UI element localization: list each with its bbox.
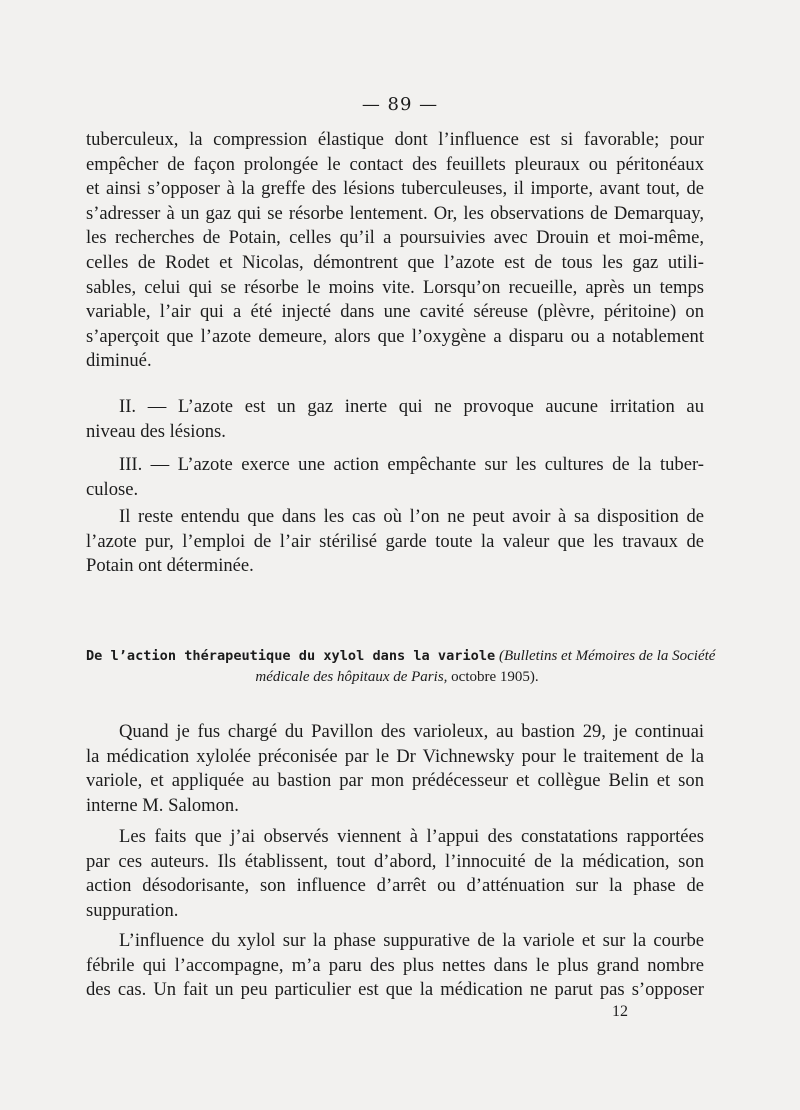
text-line: III. — L’azote exerce une action empêchante sur les cultures de la tuber- xyxy=(119,454,704,475)
text-line: interne M. Salomon. xyxy=(86,794,239,816)
citation-journal: (Bulletins et Mémoires de la Société xyxy=(498,648,716,664)
text-line: L’influence du xylol sur la phase suppurative de la variole et sur la courbe xyxy=(119,930,704,951)
text-line: niveau des lésions. xyxy=(86,420,226,442)
paragraph-one xyxy=(86,720,704,818)
article-title: De l’action thérapeutique du xylol dans la variole xyxy=(86,648,496,664)
text-line: Il reste entendu que dans les cas où l’on ne peut avoir à sa disposition de xyxy=(119,506,704,527)
text-line: s’adresser à un gaz qui se résorbe lentement. Or, les observations de Demarquay, xyxy=(86,202,704,224)
text-line: les recherches de Potain, celles qu’il a poursuivies avec Drouin et moi-même, xyxy=(86,227,704,249)
paragraph-three xyxy=(86,929,704,1003)
text-line: Quand je fus chargé du Pavillon des varioleux, au bastion 29, je continuai xyxy=(119,721,704,742)
text-line: l’azote pur, l’emploi de l’air stérilisé garde toute la valeur que les travaux de xyxy=(86,530,704,552)
article-heading-line-2 xyxy=(86,667,708,688)
text-line: Les faits que j’ai observés viennent à l’appui des constatations rapportées xyxy=(119,826,704,847)
text-line: suppuration. xyxy=(86,899,179,921)
continued-paragraph xyxy=(86,128,704,374)
text-line: variable, l’air qui a été injecté dans une cavité séreuse (plèvre, péritoine) on xyxy=(86,301,704,323)
page-number: — 89 — xyxy=(361,94,439,115)
text-line: culose. xyxy=(86,478,139,500)
text-line: empêcher de façon prolongée le contact des feuillets pleuraux ou péritonéaux xyxy=(86,153,704,175)
citation-journal-cont: médicale des hôpitaux de Paris, xyxy=(255,669,448,685)
text-line: action désodorisante, son influence d’arrêt ou d’atténuation sur la phase de xyxy=(86,875,704,897)
text-line: Potain ont déterminée. xyxy=(86,555,254,577)
text-line: sables, celui qui se résorbe le moins vite. Lorsqu’on recueille, après un temps xyxy=(86,276,704,298)
text-line: s’aperçoit que l’azote demeure, alors que l’oxygène a disparu ou a notablement xyxy=(86,325,704,347)
text-line: par ces auteurs. Ils établissent, tout d’abord, l’innocuité de la médication, son xyxy=(86,850,704,872)
text-line: celles de Rodet et Nicolas, démontrent que l’azote est de tous les gaz utili- xyxy=(86,251,704,273)
paragraph-two xyxy=(86,825,704,923)
text-line: des cas. Un fait un peu particulier est que la médication ne parut pas s’opposer xyxy=(86,979,704,1001)
point-two-paragraph xyxy=(86,395,704,444)
citation-date: octobre 1905). xyxy=(451,669,539,685)
article-heading xyxy=(86,646,716,688)
article-heading-line-1 xyxy=(86,646,716,667)
text-line: la médication xylolée préconisée par le Dr Vichnewsky pour le traitement de la xyxy=(86,745,704,767)
point-three-paragraph xyxy=(86,453,704,502)
text-line: II. — L’azote est un gaz inerte qui ne provoque aucune irritation au xyxy=(119,396,704,417)
text-line: fébrile qui l’accompagne, m’a paru des plus nettes dans le plus grand nombre xyxy=(86,954,704,976)
closing-paragraph xyxy=(86,505,704,579)
text-line: et ainsi s’opposer à la greffe des lésions tuberculeuses, il importe, avant tout, de xyxy=(86,178,704,200)
text-line: diminué. xyxy=(86,350,152,372)
text-line: variole, et appliquée au bastion par mon prédécesseur et collègue Belin et son xyxy=(86,770,704,792)
text-line: tuberculeux, la compression élastique dont l’influence est si favorable; pour xyxy=(86,129,704,150)
signature-mark: 12 xyxy=(612,1003,628,1020)
